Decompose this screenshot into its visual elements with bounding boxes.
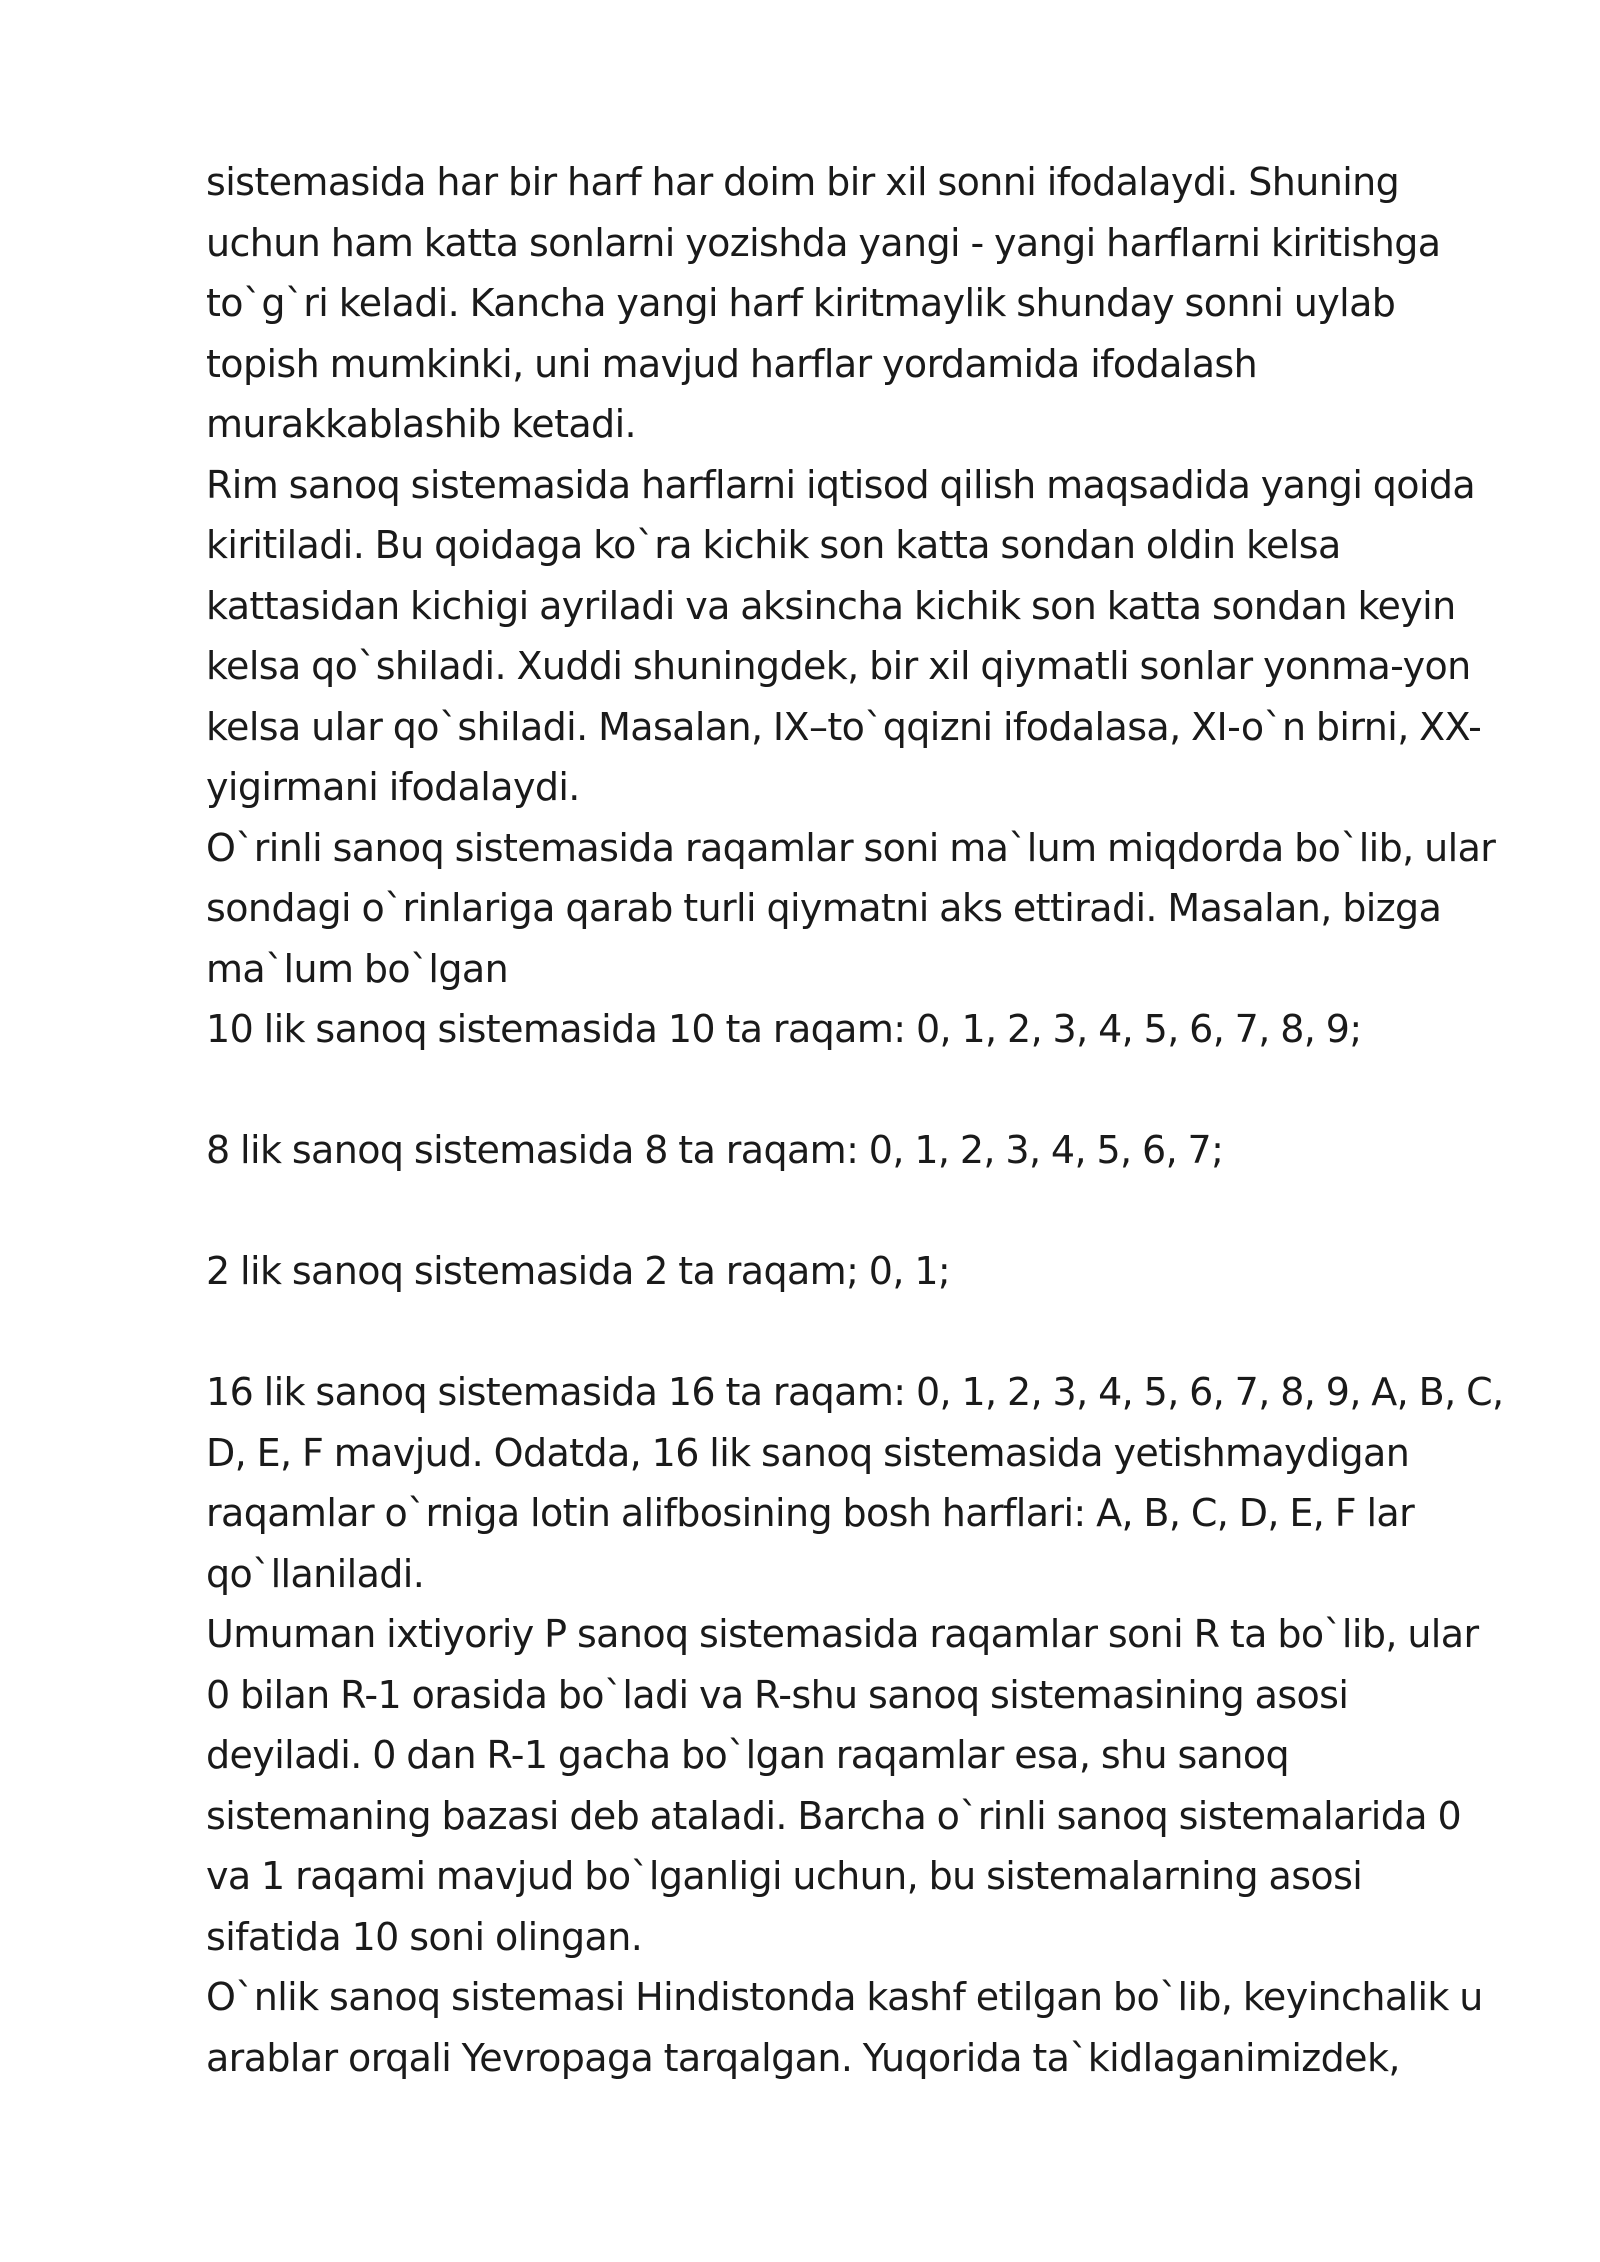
document-body bbox=[206, 152, 1506, 2088]
paragraph-decimal-history: O`nlik sanoq sistemasi Hindistonda kashf etilgan bo`lib, keyinchalik u arablar orqali Yevropaga tarqalgan. Yuqorida ta`kidlaganimizdek, bbox=[206, 1975, 1483, 2080]
paragraph-general-base: Umuman ixtiyoriy P sanoq sistemasida raqamlar soni R ta bo`lib, ular 0 bilan R-1 orasida bo`ladi va R-shu sanoq sistemasining asosi deyiladi. 0 dan R-1 gacha bo`lgan raqamlar esa, shu sanoq sistemaning bazasi deb ataladi. Barcha o`rinli sanoq sistemalarida 0 va 1 raqami mavjud bo`lganligi uchun, bu sistemalarning asosi sifatida 10 soni olingan. bbox=[206, 1612, 1479, 1959]
paragraph-positional-intro: O`rinli sanoq sistemasida raqamlar soni ma`lum miqdorda bo`lib, ular sondagi o`rinlariga qarab turli qiymatni aks ettiradi. Masalan, bizga ma`lum bo`lgan bbox=[206, 825, 1496, 991]
paragraph-roman-rule: Rim sanoq sistemasida harflarni iqtisod qilish maqsadida yangi qoida kiritiladi. Bu qoidaga ko`ra kichik son katta sondan oldin kelsa kattasidan kichigi ayriladi va aksincha kichik son katta sondan keyin kelsa qo`shiladi. Xuddi shuningdek, bir xil qiymatli sonlar yonma-yon kelsa ular qo`shiladi. Masalan, IX–to`qqizni ifodalasa, XI-o`n birni, XX-yigirmani ifodalaydi. bbox=[206, 462, 1482, 809]
paragraph-base-2: 2 lik sanoq sistemasida 2 ta raqam; 0, 1; bbox=[206, 1249, 951, 1293]
blank-line bbox=[206, 1302, 1506, 1363]
paragraph-base-10: 10 lik sanoq sistemasida 10 ta raqam: 0, 1, 2, 3, 4, 5, 6, 7, 8, 9; bbox=[206, 1007, 1362, 1051]
paragraph-base-16: 16 lik sanoq sistemasida 16 ta raqam: 0, 1, 2, 3, 4, 5, 6, 7, 8, 9, A, B, C, D, E, F mavjud. Odatda, 16 lik sanoq sistemasida yetishmaydigan raqamlar o`rniga lotin alifbosining bosh harflari: A, B, C, D, E, F lar qo`llaniladi. bbox=[206, 1370, 1504, 1596]
blank-line bbox=[206, 1060, 1506, 1121]
paragraph-base-8: 8 lik sanoq sistemasida 8 ta raqam: 0, 1, 2, 3, 4, 5, 6, 7; bbox=[206, 1128, 1224, 1172]
paragraph-roman-letters: sistemasida har bir harf har doim bir xil sonni ifodalaydi. Shuning uchun ham katta sonlarni yozishda yangi - yangi harflarni kiritishga to`g`ri keladi. Kancha yangi harf kiritmaylik shunday sonni uylab topish mumkinki, uni mavjud harflar yordamida ifodalash murakkablashib ketadi. bbox=[206, 160, 1441, 446]
blank-line bbox=[206, 1181, 1506, 1242]
